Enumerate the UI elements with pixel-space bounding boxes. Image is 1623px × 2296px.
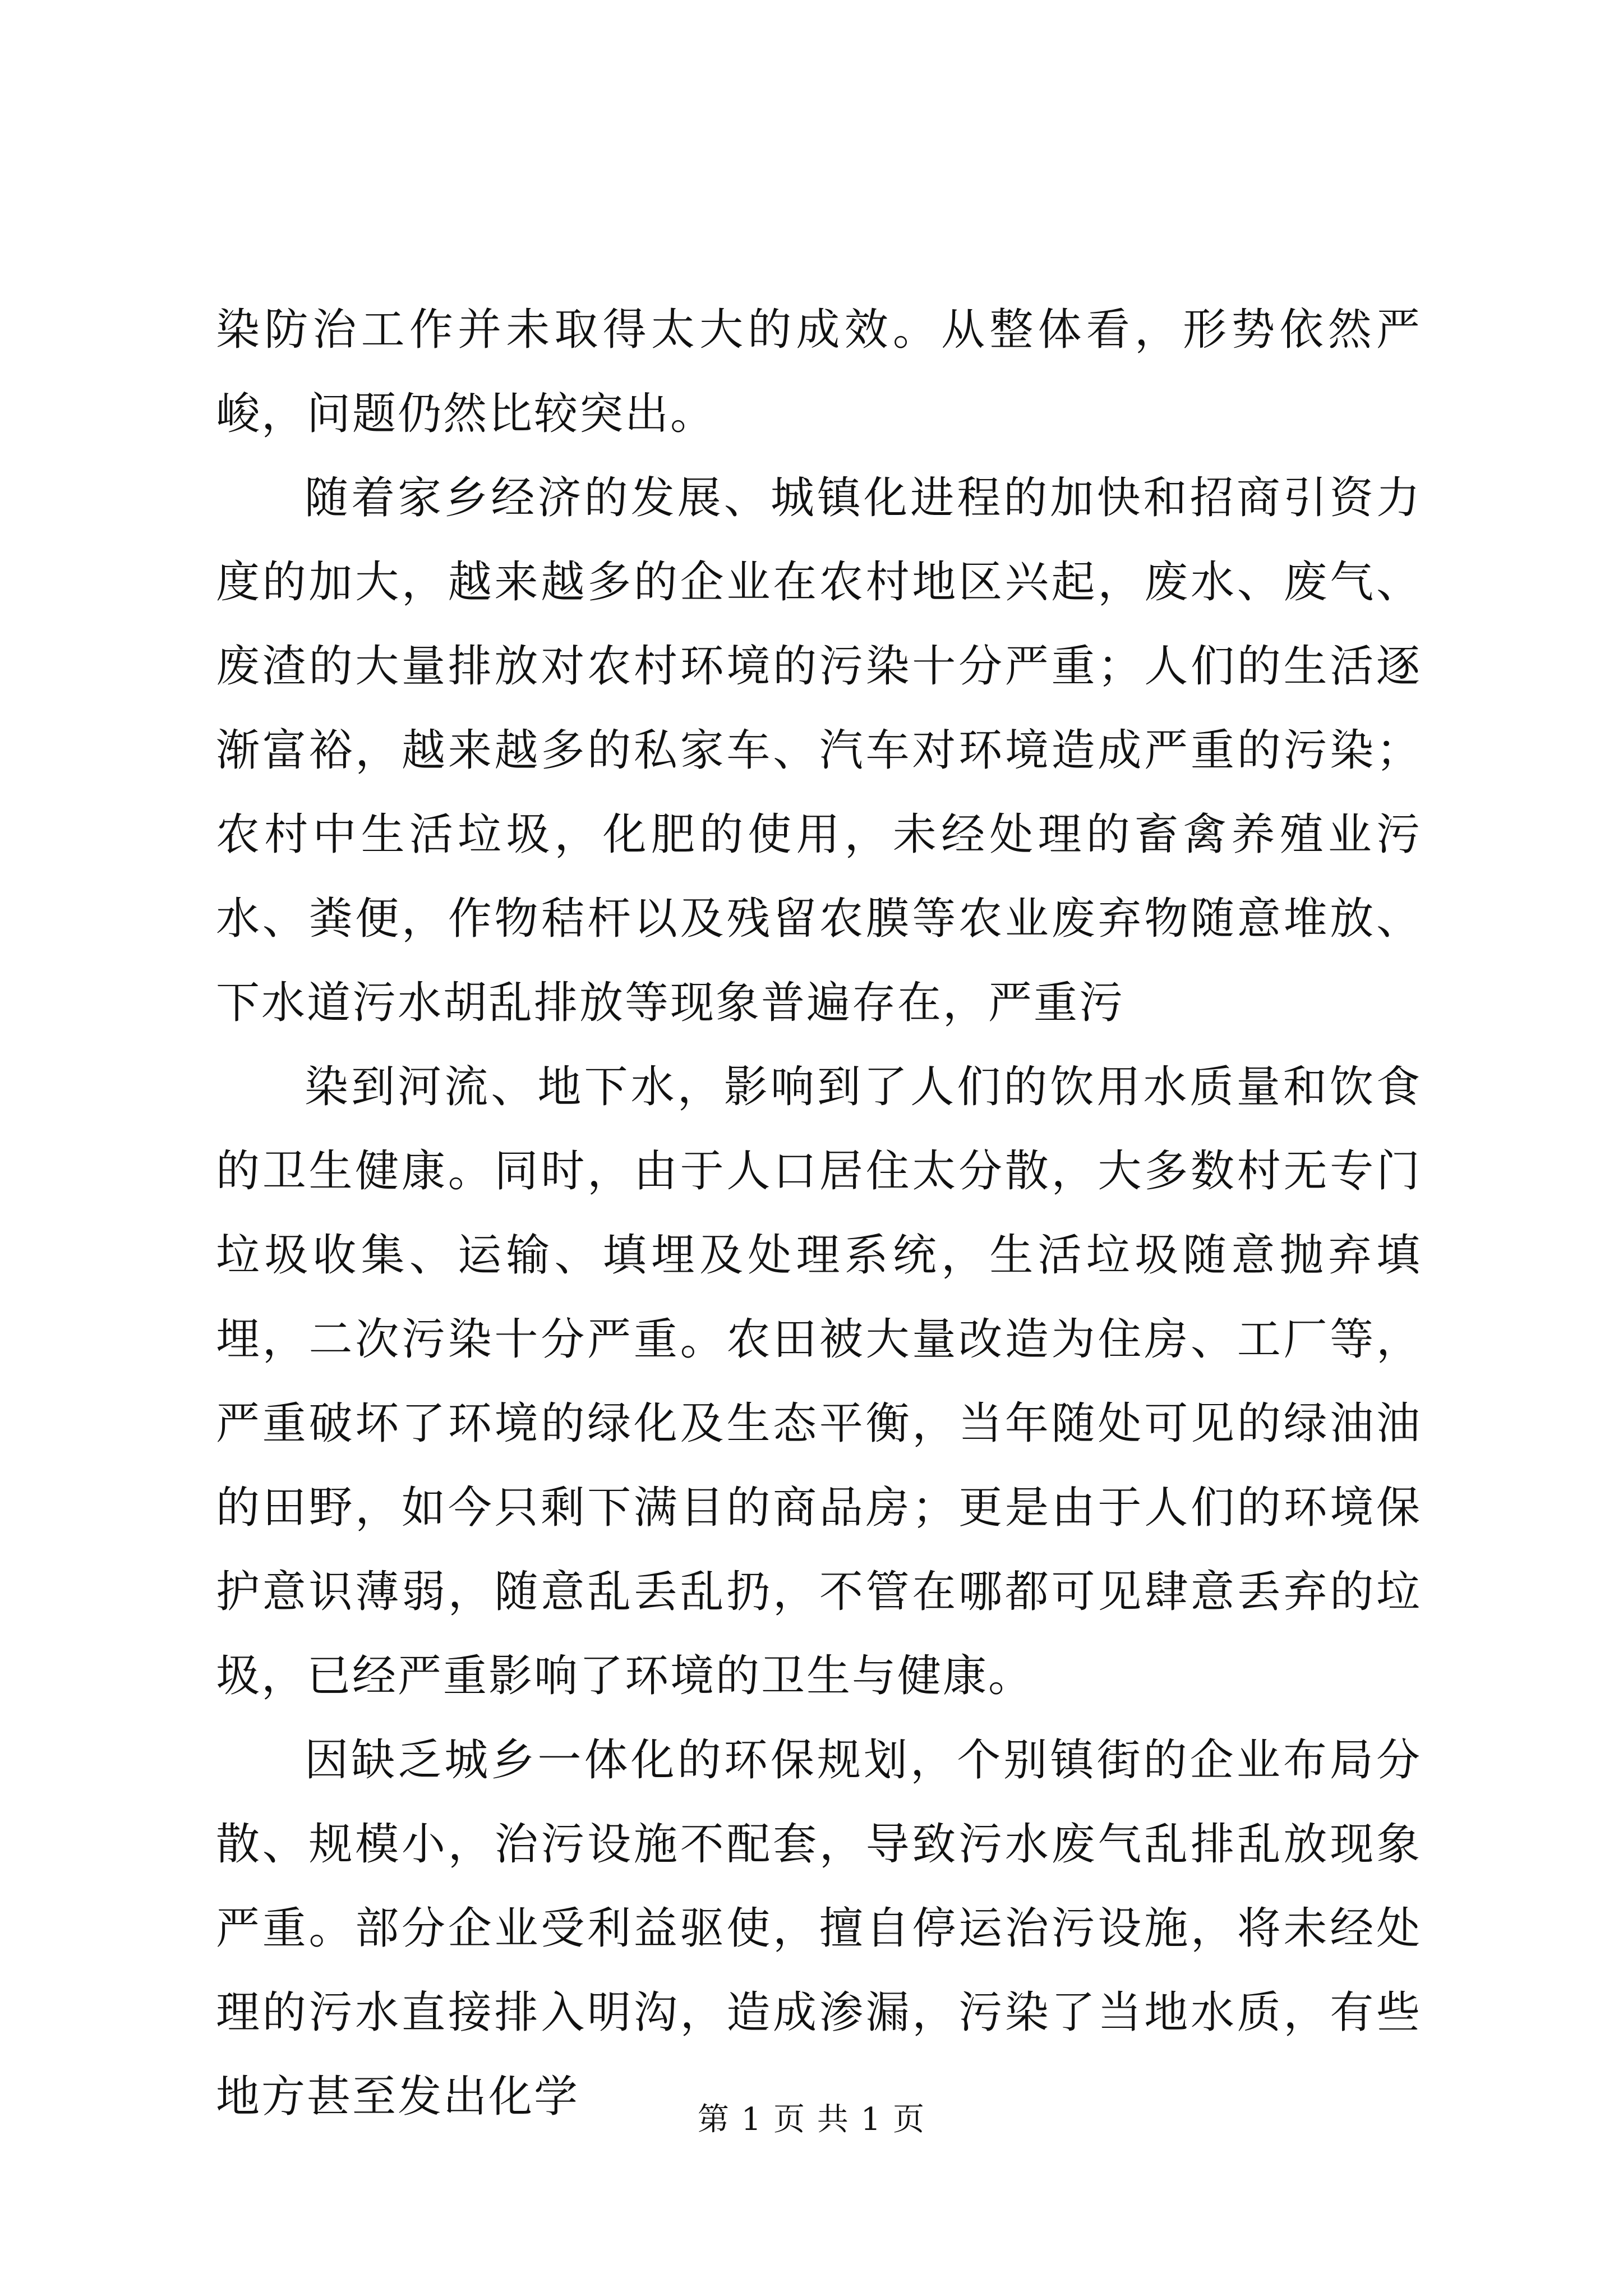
paragraph-2: 随着家乡经济的发展、城镇化进程的加快和招商引资力度的加大，越来越多的企业在农村地区兴起，废水、废气、废渣的大量排放对农村环境的污染十分严重；人们的生活逐渐富裕，越来越多的私家车、汽车对环境造成严重的污染；农村中生活垃圾，化肥的使用，未经处理的畜禽养殖业污水、粪便，作物秸杆以及残留农膜等农业废弃物随意堆放、下水道污水胡乱排放等现象普遍存在，严重污 — [216, 473, 1422, 1028]
document-body — [216, 288, 1422, 2139]
paragraph-4: 因缺乏城乡一体化的环保规划，个别镇街的企业布局分散、规模小，治污设施不配套，导致污水废气乱排乱放现象严重。部分企业受利益驱使，擅自停运治污设施，将未经处理的污水直接排入明沟，造成渗漏，污染了当地水质，有些地方甚至发出化学 — [216, 1735, 1422, 2122]
paragraph-3: 染到河流、地下水，影响到了人们的饮用水质量和饮食的卫生健康。同时，由于人口居住太分散，大多数村无专门垃圾收集、运输、填埋及处理系统，生活垃圾随意抛弃填埋，二次污染十分严重。农田被大量改造为住房、工厂等，严重破坏了环境的绿化及生态平衡，当年随处可见的绿油油的田野，如今只剩下满目的商品房；更是由于人们的环境保护意识薄弱，随意乱丢乱扔，不管在哪都可见肆意丢弃的垃圾，已经严重影响了环境的卫生与健康。 — [216, 1062, 1422, 1701]
paragraph-1: 染防治工作并未取得太大的成效。从整体看，形势依然严峻，问题仍然比较突出。 — [216, 305, 1422, 439]
page-footer: 第 1 页 共 1 页 — [697, 2101, 926, 2138]
